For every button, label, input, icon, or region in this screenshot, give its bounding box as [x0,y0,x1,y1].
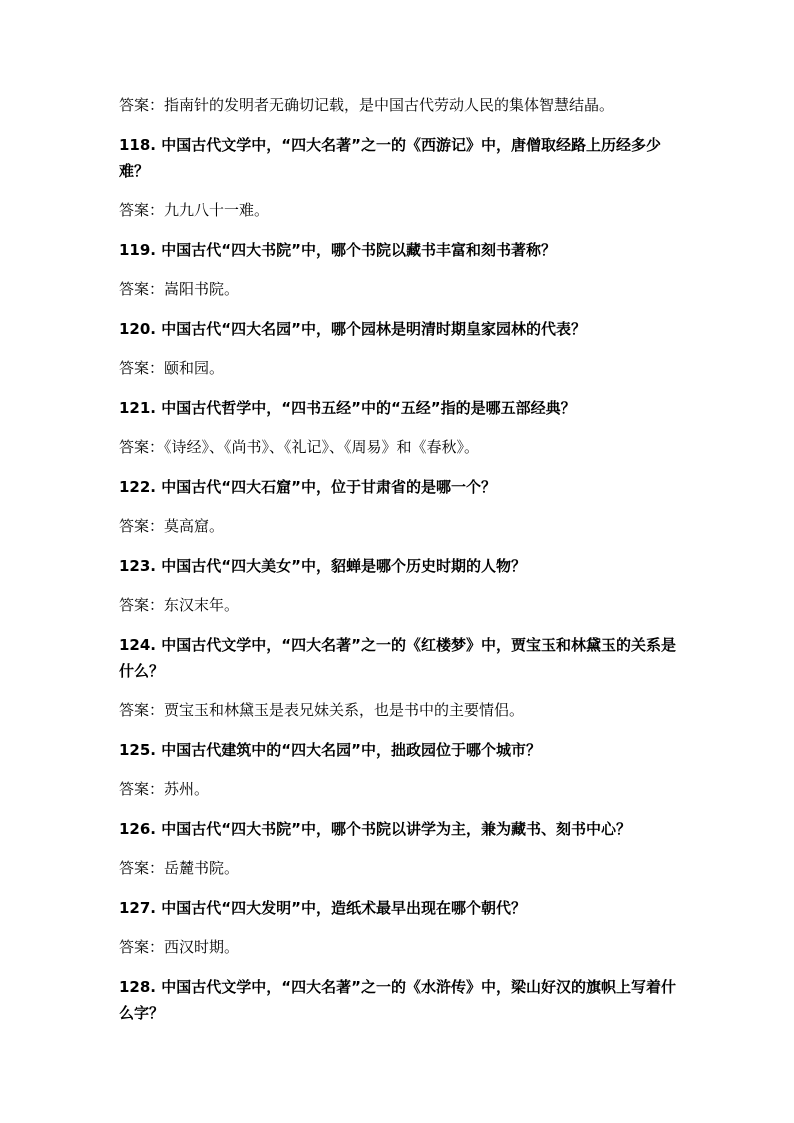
question-text: 123. 中国古代“四大美女”中，貂蝉是哪个历史时期的人物？ [119,557,526,575]
answer-text: 答案：贾宝玉和林黛玉是表兄妹关系，也是书中的主要情侣。 [119,701,525,719]
question-text: 128. 中国古代文学中，“四大名著”之一的《水浒传》中，梁山好汉的旗帜上写着什么字？ [119,978,676,1022]
question-text: 122. 中国古代“四大石窟”中，位于甘肃省的是哪一个？ [119,478,496,496]
question-text: 118. 中国古代文学中，“四大名著”之一的《西游记》中，唐僧取经路上历经多少难？ [119,136,661,180]
answer-text: 答案：《诗经》、《尚书》、《礼记》、《周易》和《春秋》。 [119,438,480,456]
answer-text: 答案：东汉末年。 [119,596,240,614]
answer-text: 答案：岳麓书院。 [119,859,240,877]
answer-text: 答案：指南针的发明者无确切记载，是中国古代劳动人民的集体智慧结晶。 [119,96,615,114]
question-text: 127. 中国古代“四大发明”中，造纸术最早出现在哪个朝代？ [119,899,526,917]
answer-text: 答案：莫高窟。 [119,517,225,535]
answer-text: 答案：嵩阳书院。 [119,280,240,298]
answer-text: 答案：九九八十一难。 [119,201,270,219]
question-text: 126. 中国古代“四大书院”中，哪个书院以讲学为主，兼为藏书、刻书中心？ [119,820,631,838]
question-text: 121. 中国古代哲学中，“四书五经”中的“五经”指的是哪五部经典？ [119,399,576,417]
question-text: 120. 中国古代“四大名园”中，哪个园林是明清时期皇家园林的代表？ [119,320,586,338]
question-text: 125. 中国古代建筑中的“四大名园”中，拙政园位于哪个城市？ [119,741,541,759]
question-text: 119. 中国古代“四大书院”中，哪个书院以藏书丰富和刻书著称？ [119,241,556,259]
question-text: 124. 中国古代文学中，“四大名著”之一的《红楼梦》中，贾宝玉和林黛玉的关系是什么？ [119,636,676,680]
answer-text: 答案：苏州。 [119,780,210,798]
answer-text: 答案：颐和园。 [119,359,225,377]
answer-text: 答案：西汉时期。 [119,938,240,956]
document-content [119,92,679,1039]
